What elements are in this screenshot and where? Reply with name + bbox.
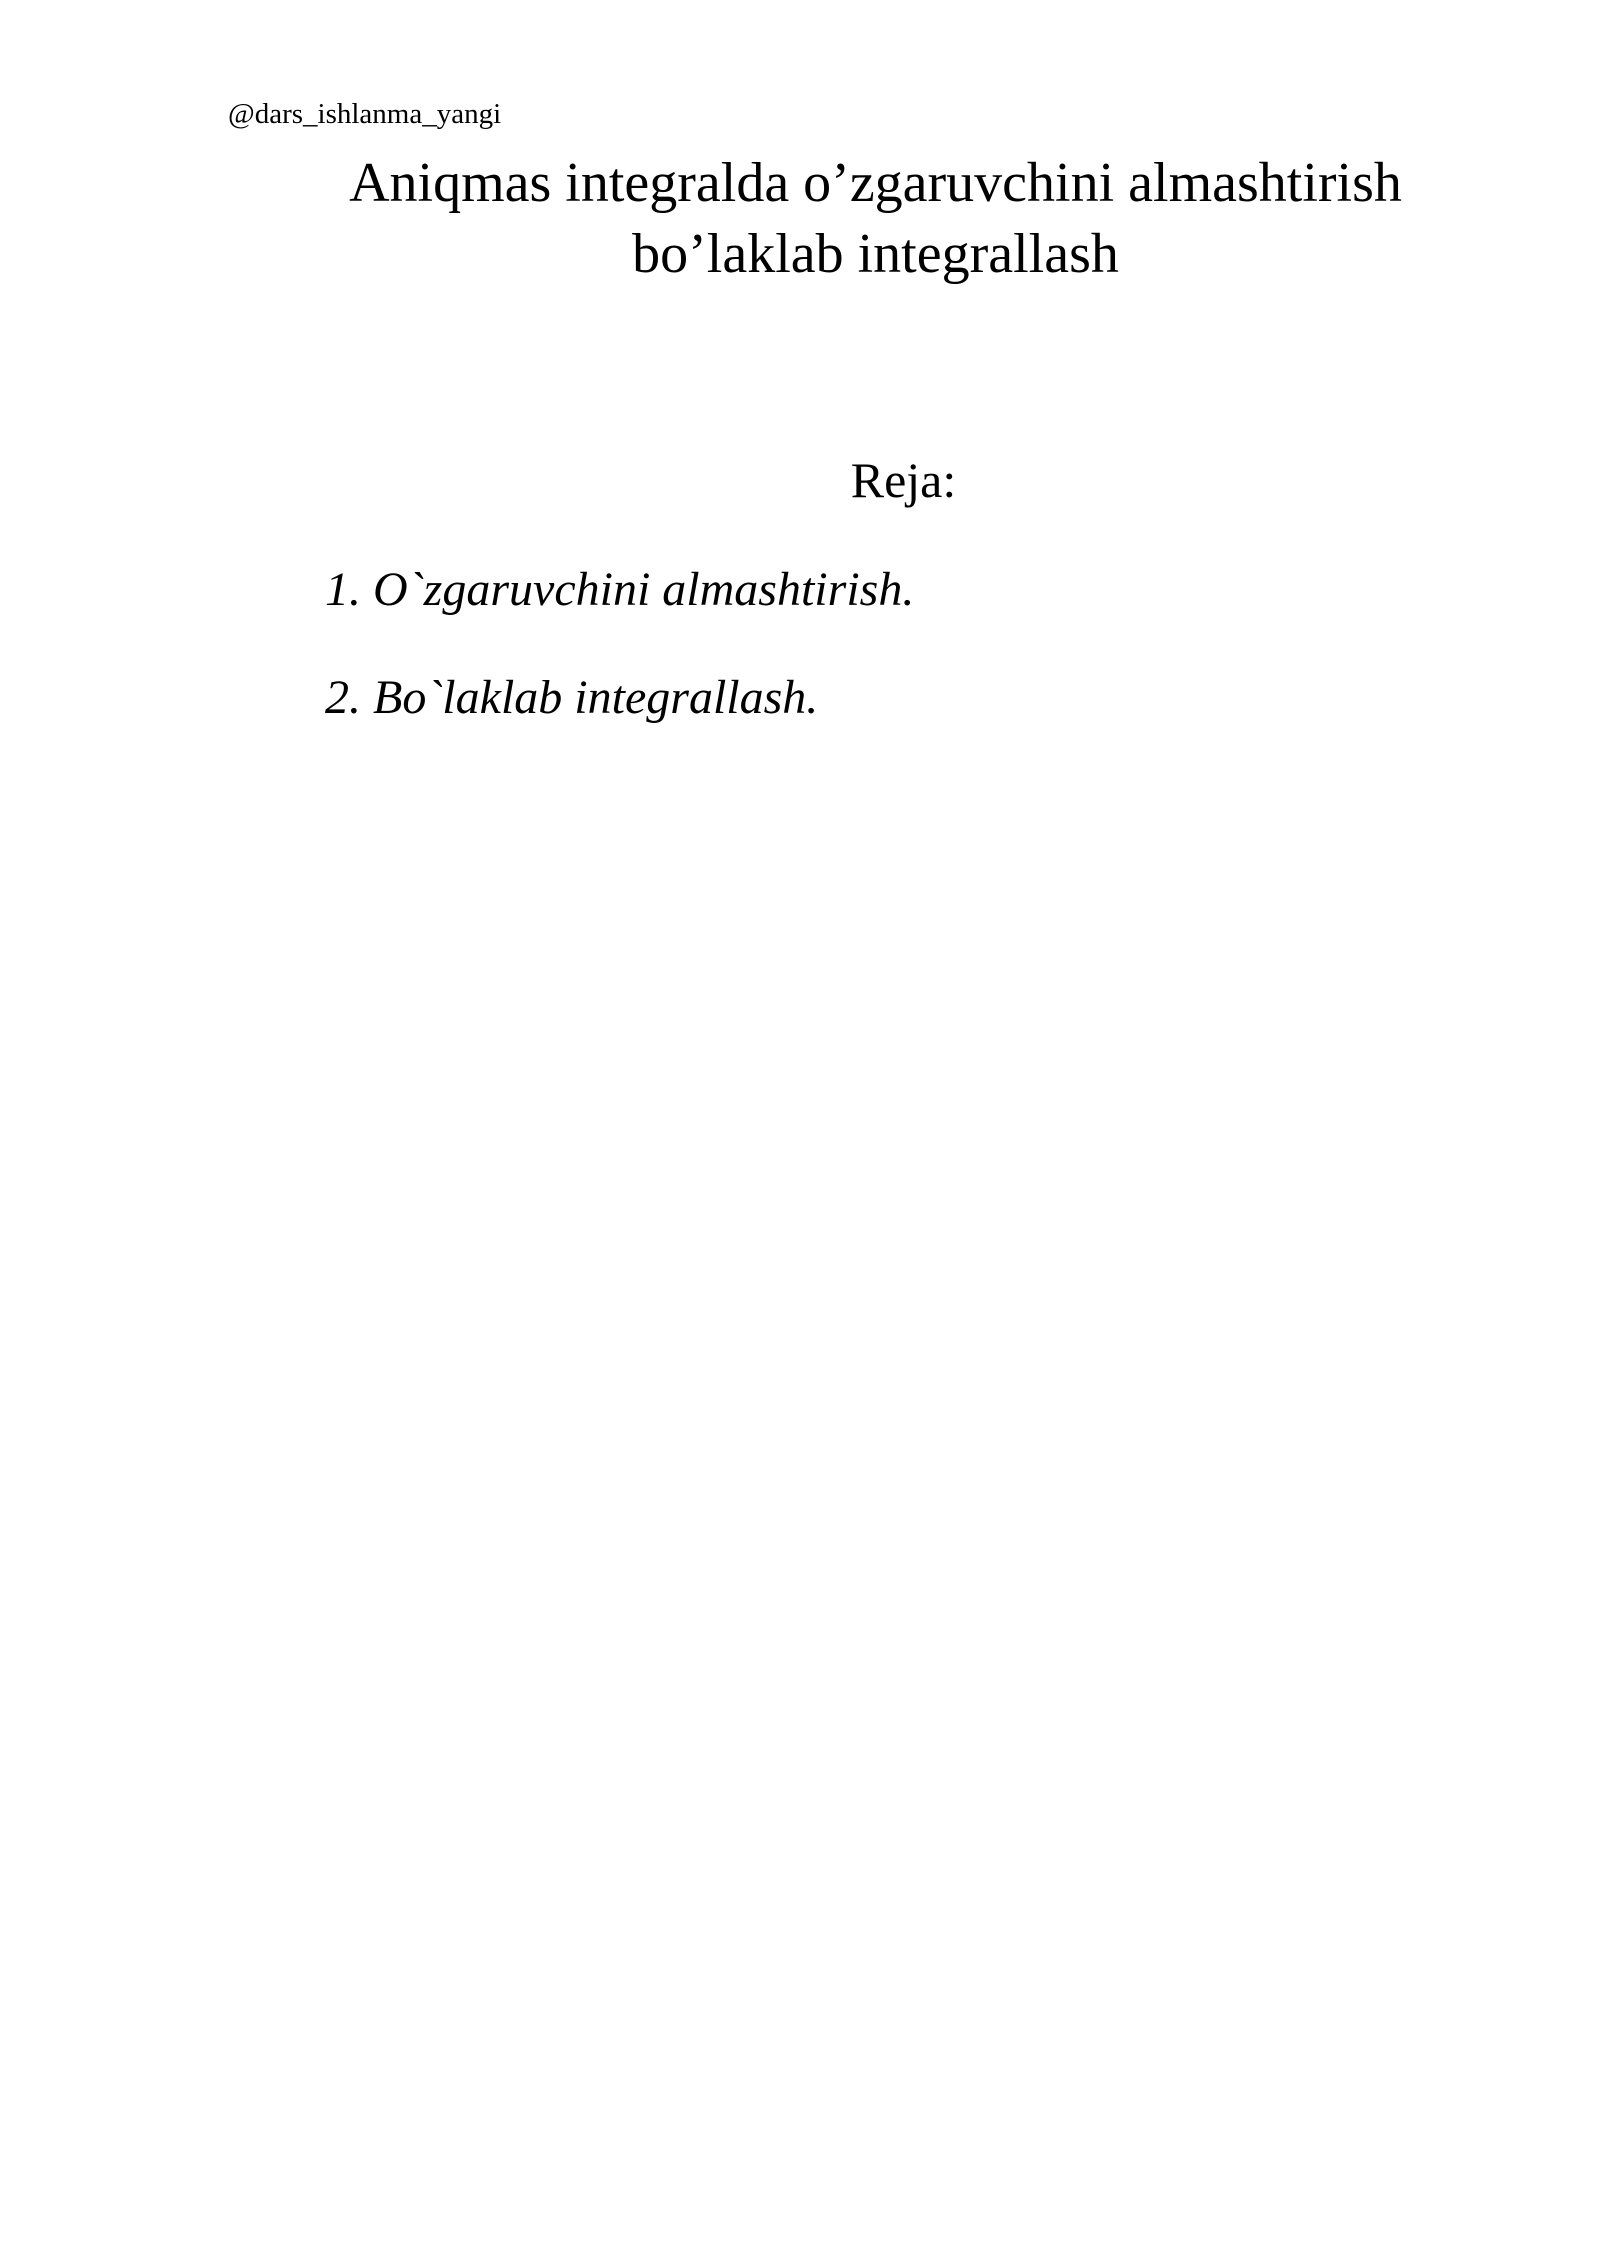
- plan-item-2: 2. Bo`laklab integrallash.: [325, 671, 819, 724]
- channel-watermark: @dars_ishlanma_yangi: [228, 98, 502, 130]
- title-line-2: bo’laklab integrallash: [632, 223, 1119, 285]
- plan-heading: Reja:: [850, 452, 957, 508]
- document-title: [230, 148, 1521, 290]
- title-line-1: Aniqmas integralda o’zgaruvchini almashtirish: [349, 152, 1402, 214]
- plan-item-1: 1. O`zgaruvchini almashtirish.: [325, 563, 915, 616]
